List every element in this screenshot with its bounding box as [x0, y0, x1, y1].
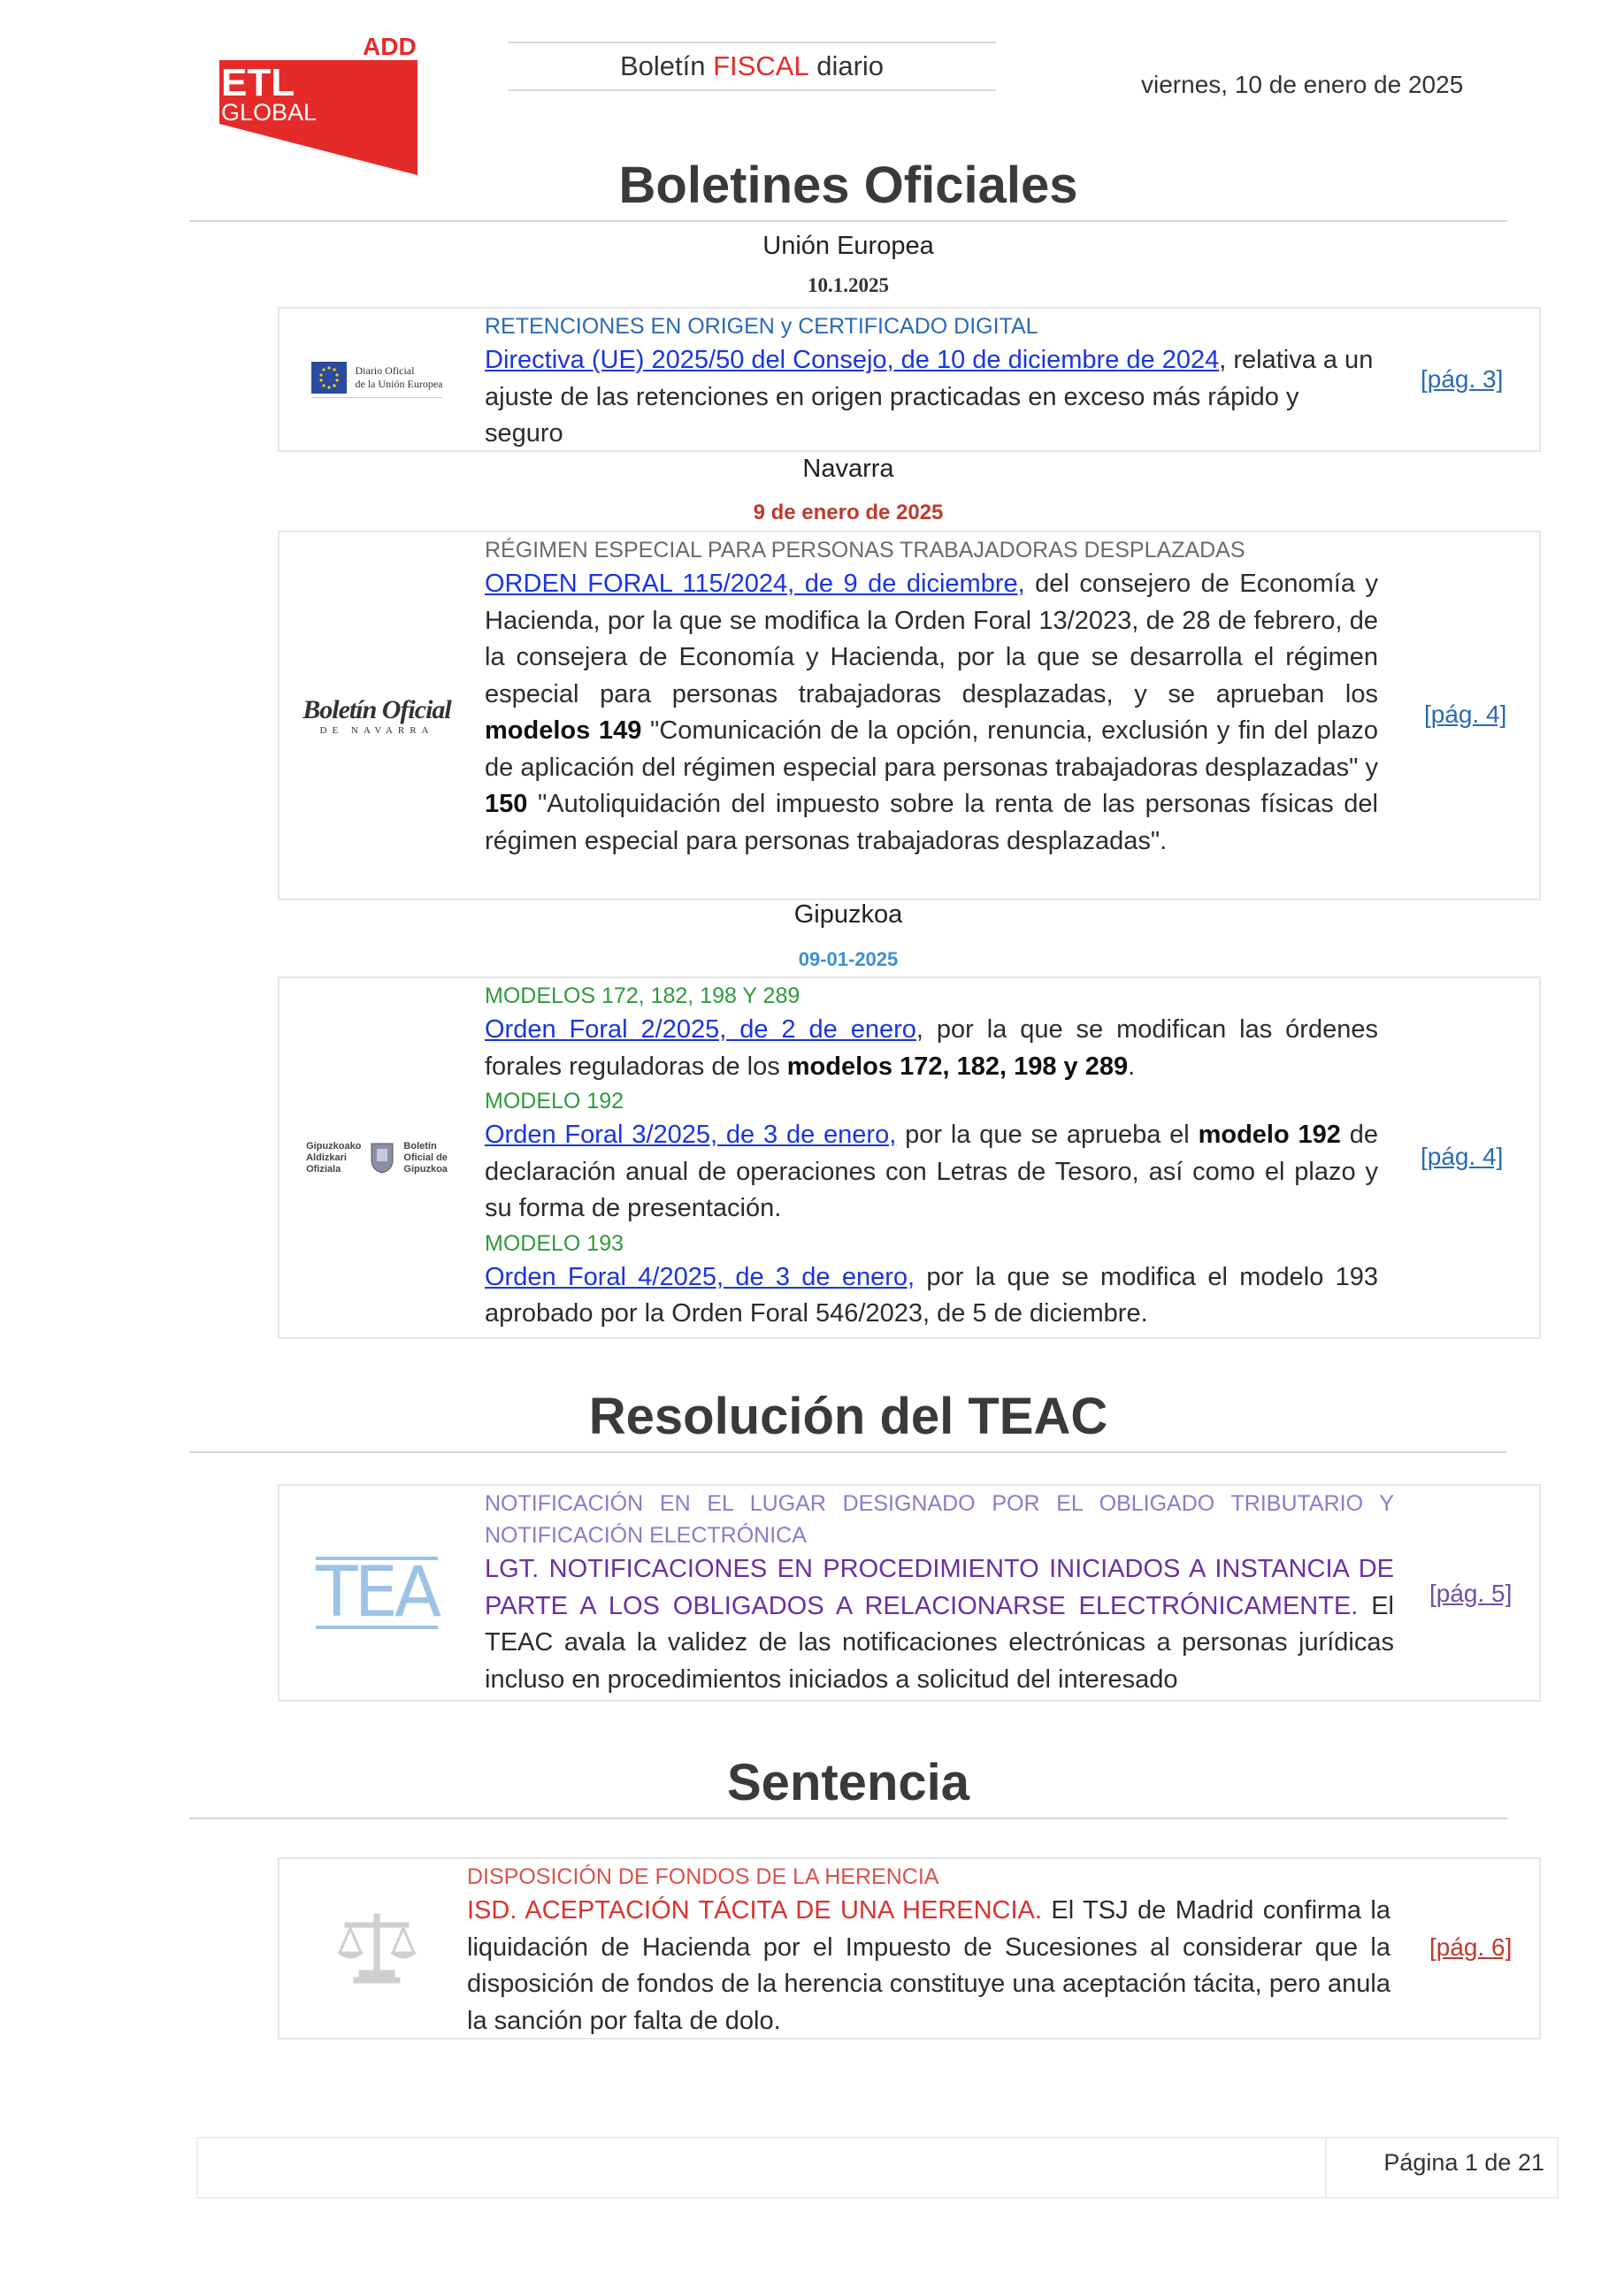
- logo-add-text: ADD: [363, 33, 417, 60]
- bulletin-title-post: diario: [808, 50, 885, 81]
- text-gipuzkoa-1b: .: [1128, 1052, 1136, 1081]
- bold-gipuzkoa-1: modelos 172, 182, 198 y 289: [786, 1052, 1129, 1081]
- header-date: viernes, 10 de enero de 2025: [1141, 71, 1464, 98]
- bold-modelos-149: modelos 149: [485, 716, 642, 745]
- region-gipuzkoa: Gipuzkoa: [793, 900, 903, 929]
- bog-right-3: Gipuzkoa: [403, 1163, 448, 1175]
- bog-right-2: Oficial de: [403, 1152, 448, 1163]
- kicker-gipuzkoa-1: MODELOS 172, 182, 198 Y 289: [485, 983, 801, 1008]
- section-title-boletines: Boletines Oficiales: [189, 156, 1507, 222]
- text-gipuzkoa-3a: por la que se modifica el modelo 193 aprobado por la Orden Foral 546/2023, de 5 de diciembre.: [485, 1262, 1379, 1328]
- bog-left-3: Ofiziala: [306, 1163, 341, 1175]
- kicker-gipuzkoa-2: MODELO 192: [485, 1089, 624, 1114]
- link-orden-foral-2[interactable]: Orden Foral 2/2025, de 2 de enero: [485, 1015, 916, 1044]
- section-title-sentencia: Sentencia: [189, 1753, 1507, 1819]
- date-ue: 10.1.2025: [808, 274, 889, 296]
- text-navarra-2: "Comunicación de la opción, renuncia, exclusión y fin del plazo de aplicación del régimen especial para personas trabajadoras desplazadas" y: [485, 716, 1378, 782]
- text-gipuzkoa-2a: por la que se aprueba el: [896, 1121, 1199, 1149]
- page-link-teac[interactable]: [pág. 5]: [1429, 1580, 1513, 1607]
- gipuzkoa-shield-icon: [370, 1142, 395, 1174]
- thumb-tea: [288, 1486, 465, 1700]
- entry-teac: [485, 1488, 1394, 1698]
- region-ue: Unión Europea: [762, 232, 934, 260]
- kicker-teac: NOTIFICACIÓN EN EL LUGAR DESIGNADO POR EL OBLIGADO TRIBUTARIO Y NOTIFICACIÓN ELECTRÓNICA: [485, 1491, 1394, 1548]
- card-sentencia: [278, 1857, 1541, 2040]
- link-directiva-ue[interactable]: Directiva (UE) 2025/50 del Consejo, de 10 de diciembre de 2024: [485, 346, 1220, 374]
- bog-left-2: Aldizkari: [306, 1152, 347, 1163]
- bon-line2: DE NAVARRA: [319, 725, 434, 736]
- footer-divider: [1325, 2139, 1327, 2197]
- kicker-navarra: RÉGIMEN ESPECIAL PARA PERSONAS TRABAJADORAS DESPLAZADAS: [485, 538, 1245, 563]
- bulletin-title: [508, 42, 996, 91]
- thumb-scales: [288, 1859, 465, 2038]
- kicker-gipuzkoa-3: MODELO 193: [485, 1230, 624, 1256]
- bulletin-title-accent: FISCAL: [713, 50, 809, 81]
- entry-gipuzkoa: [485, 980, 1378, 1333]
- logo-global-text: GLOBAL: [221, 99, 318, 126]
- doue-line2: de la Unión Europea: [355, 377, 443, 390]
- page-link-navarra[interactable]: [pág. 4]: [1424, 700, 1507, 728]
- text-navarra-1: del consejero de Economía y Hacienda, por la que se modifica la Orden Foral 13/2023, de 28 de febrero, de la consejera de Economía y Hacienda, por la que se desarrolla el régimen especial para personas trabajadoras desplazadas, y se aprueban los: [485, 570, 1378, 708]
- bog-left-1: Gipuzkoako: [306, 1140, 362, 1152]
- headline-sentencia: ISD. ACEPTACIÓN TÁCITA DE UNA HERENCIA.: [467, 1896, 1042, 1925]
- entry-navarra: [485, 534, 1378, 860]
- text-sentencia: El TSJ de Madrid confirma la liquidación de Hacienda por el Impuesto de Sucesiones al considerar que la disposición de fondos de la herencia constituye una aceptación tácita, pero anula la sanción por falta de dolo.: [467, 1896, 1390, 2035]
- section-title-teac: Resolución del TEAC: [189, 1387, 1507, 1453]
- region-navarra: Navarra: [802, 455, 894, 483]
- doue-line1: Diario Oficial: [355, 364, 415, 377]
- page-link-sentencia[interactable]: [pág. 6]: [1429, 1933, 1513, 1961]
- text-teac: El TEAC avala la validez de las notificaciones electrónicas a personas jurídicas incluso en procedimientos iniciados a solicitud del interesado: [485, 1591, 1394, 1694]
- eu-flag-icon: [311, 362, 347, 394]
- page-footer: [196, 2137, 1559, 2199]
- entry-sentencia: [467, 1861, 1390, 2040]
- card-navarra: [278, 531, 1541, 900]
- entry-ue: [485, 310, 1378, 453]
- kicker-ue: RETENCIONES EN ORIGEN y CERTIFICADO DIGITAL: [485, 314, 1038, 339]
- bon-line1: Boletín Oficial: [303, 695, 451, 724]
- link-orden-foral-115[interactable]: ORDEN FORAL 115/2024, de 9 de diciembre,: [485, 570, 1025, 598]
- page-number: Página 1 de 21: [1383, 2149, 1544, 2176]
- logo-etl-text: ETL: [221, 61, 295, 104]
- link-orden-foral-4[interactable]: Orden Foral 4/2025, de 3 de enero,: [485, 1262, 915, 1291]
- bog-right-1: Boletín: [403, 1140, 437, 1152]
- text-gipuzkoa-1a: , por la que se modifican las órdenes forales reguladoras de los: [485, 1015, 1378, 1081]
- link-orden-foral-3[interactable]: Orden Foral 3/2025, de 3 de enero,: [485, 1121, 897, 1149]
- kicker-sentencia: DISPOSICIÓN DE FONDOS DE LA HERENCIA: [467, 1864, 939, 1889]
- bold-gipuzkoa-2: modelo 192: [1198, 1121, 1341, 1149]
- headline-teac: LGT. NOTIFICACIONES EN PROCEDIMIENTO INICIADOS A INSTANCIA DE PARTE A LOS OBLIGADOS A RELACIONARSE ELECTRÓNICAMENTE.: [485, 1555, 1394, 1620]
- date-gipuzkoa: 09-01-2025: [798, 948, 899, 970]
- text-navarra-3: "Autoliquidación del impuesto sobre la renta de las personas físicas del régimen especial para personas trabajadoras desplazadas".: [485, 790, 1378, 855]
- text-ue: , relativa a un ajuste de las retenciones en origen practicadas en exceso más rápido y seguro: [485, 346, 1374, 448]
- thumb-doue: [288, 309, 465, 450]
- text-gipuzkoa-2b: de declaración anual de operaciones con Letras de Tesoro, así como el plazo y su forma de presentación.: [485, 1121, 1378, 1222]
- card-ue: [278, 307, 1541, 452]
- card-teac: [278, 1484, 1541, 1702]
- thumb-bog: [288, 978, 465, 1337]
- date-navarra: 9 de enero de 2025: [753, 501, 944, 524]
- scales-icon: [333, 1909, 421, 1988]
- thumb-bon: [288, 532, 465, 899]
- bulletin-title-pre: Boletín: [619, 50, 714, 81]
- card-gipuzkoa: [278, 976, 1541, 1339]
- tea-logo-icon: TEA: [315, 1553, 439, 1633]
- page-link-gipuzkoa[interactable]: [pág. 4]: [1421, 1143, 1504, 1170]
- bold-150: 150: [485, 790, 528, 818]
- page-link-ue[interactable]: [pág. 3]: [1421, 365, 1504, 393]
